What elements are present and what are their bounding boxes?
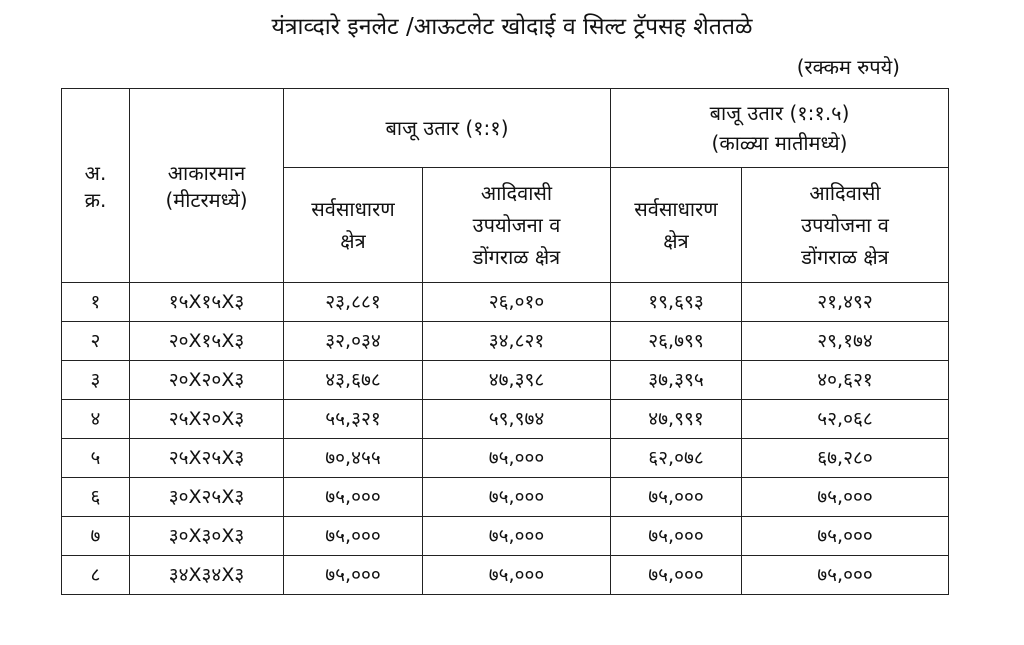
- header-slope-1-1-line: बाजू उतार (१:१): [385, 116, 509, 140]
- cell-g2-tribal: ४०,६२१: [742, 361, 949, 400]
- cell-g2-general: ७५,०००: [611, 556, 742, 595]
- header-general-area: [284, 168, 423, 283]
- table-row: [62, 556, 949, 595]
- cell-serial: ४: [62, 400, 130, 439]
- header-general-area: [611, 168, 742, 283]
- cell-g1-tribal: ४७,३९८: [423, 361, 611, 400]
- cell-g1-tribal: ७५,०००: [423, 556, 611, 595]
- header-size-line: आकारमान: [167, 160, 246, 185]
- header-tribal-line: आदिवासी: [809, 181, 881, 205]
- header-size-line: (मीटरमध्ये): [165, 187, 248, 212]
- table-row: [62, 400, 949, 439]
- header-tribal-line: उपयोजना व: [801, 213, 889, 237]
- cell-g1-general: ३२,०३४: [284, 322, 423, 361]
- cell-g1-general: ५५,३२१: [284, 400, 423, 439]
- cell-serial: ५: [62, 439, 130, 478]
- cell-size: २५X२५X३: [130, 439, 284, 478]
- table-row: [62, 283, 949, 322]
- header-general-line: सर्वसाधारण: [634, 197, 718, 221]
- header-slope-1-1-5: [611, 89, 949, 168]
- header-slope-1-1-5-line: बाजू उतार (१:१.५): [709, 101, 850, 125]
- cell-g2-tribal: २९,१७४: [742, 322, 949, 361]
- cell-serial: ८: [62, 556, 130, 595]
- cell-g1-general: ७५,०००: [284, 517, 423, 556]
- cell-g1-tribal: ३४,८२१: [423, 322, 611, 361]
- header-slope-1-1-5-line: (काळ्या मातीमध्ये): [711, 131, 848, 155]
- cell-g2-general: ३७,३९५: [611, 361, 742, 400]
- cell-g2-tribal: ५२,०६८: [742, 400, 949, 439]
- cell-g2-tribal: ७५,०००: [742, 478, 949, 517]
- table-row: [62, 439, 949, 478]
- header-tribal-area: [423, 168, 611, 283]
- cell-g2-general: ६२,०७८: [611, 439, 742, 478]
- header-tribal-area: [742, 168, 949, 283]
- cell-g1-general: ७५,०००: [284, 556, 423, 595]
- document-title: यंत्राव्दारे इनलेट /आऊटलेट खोदाई व सिल्ट ट्रॅपसह शेततळे: [271, 14, 753, 40]
- unit-note: (रक्कम रुपये): [796, 55, 900, 79]
- header-serial-line: क्र.: [84, 187, 107, 212]
- table-row: [62, 517, 949, 556]
- cell-g2-general: २६,७९९: [611, 322, 742, 361]
- cell-size: ३०X२५X३: [130, 478, 284, 517]
- header-tribal-line: उपयोजना व: [472, 213, 561, 237]
- cell-serial: २: [62, 322, 130, 361]
- cell-size: २०X१५X३: [130, 322, 284, 361]
- header-general-line: क्षेत्र: [340, 229, 366, 253]
- table-row: [62, 322, 949, 361]
- header-tribal-line: आदिवासी: [480, 181, 553, 205]
- cell-g2-tribal: ७५,०००: [742, 556, 949, 595]
- cell-g2-general: ७५,०००: [611, 517, 742, 556]
- cell-size: २५X२०X३: [130, 400, 284, 439]
- header-tribal-line: डोंगराळ क्षेत्र: [801, 245, 889, 269]
- header-serial: [62, 89, 130, 283]
- header-serial-line: अ.: [84, 160, 107, 185]
- cell-serial: ३: [62, 361, 130, 400]
- cell-serial: ६: [62, 478, 130, 517]
- cell-g1-tribal: ७५,०००: [423, 478, 611, 517]
- cell-size: १५X१५X३: [130, 283, 284, 322]
- header-tribal-line: डोंगराळ क्षेत्र: [472, 245, 561, 269]
- cell-g1-tribal: ७५,०००: [423, 439, 611, 478]
- cell-size: ३४X३४X३: [130, 556, 284, 595]
- cell-serial: १: [62, 283, 130, 322]
- cell-g2-tribal: ७५,०००: [742, 517, 949, 556]
- cell-g1-general: ४३,६७८: [284, 361, 423, 400]
- cell-size: ३०X३०X३: [130, 517, 284, 556]
- header-general-line: सर्वसाधारण: [311, 197, 395, 221]
- cell-g2-tribal: २१,४९२: [742, 283, 949, 322]
- cell-g1-tribal: ७५,०००: [423, 517, 611, 556]
- cell-g1-general: ७५,०००: [284, 478, 423, 517]
- cell-serial: ७: [62, 517, 130, 556]
- header-general-line: क्षेत्र: [663, 229, 689, 253]
- cell-size: २०X२०X३: [130, 361, 284, 400]
- cell-g2-general: १९,६९३: [611, 283, 742, 322]
- cell-g1-general: २३,८८१: [284, 283, 423, 322]
- cell-g2-tribal: ६७,२८०: [742, 439, 949, 478]
- cell-g1-tribal: २६,०१०: [423, 283, 611, 322]
- table-row: [62, 361, 949, 400]
- cell-g2-general: ४७,९९१: [611, 400, 742, 439]
- header-size: [130, 89, 284, 283]
- cell-g1-tribal: ५९,९७४: [423, 400, 611, 439]
- table-row: [62, 478, 949, 517]
- rates-table: [61, 88, 949, 595]
- header-slope-1-1: [284, 89, 611, 168]
- cell-g1-general: ७०,४५५: [284, 439, 423, 478]
- cell-g2-general: ७५,०००: [611, 478, 742, 517]
